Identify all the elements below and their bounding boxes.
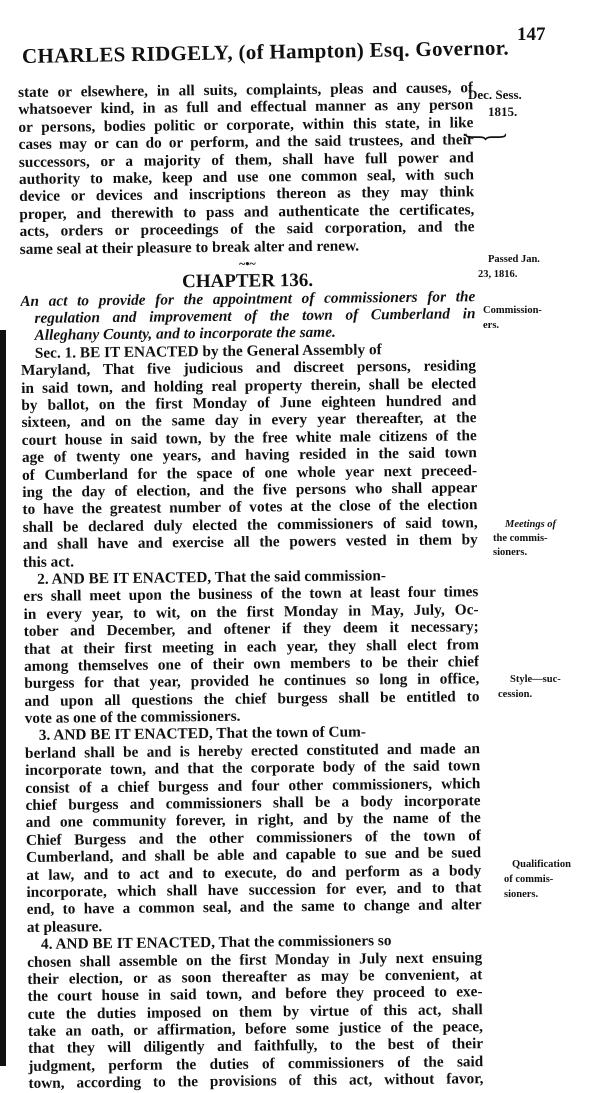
text-line: state or elsewhere, in all suits, complaints, pleas and causes, of [18,79,474,101]
note-line: ers. [483,320,500,331]
text-line: among themselves one of their own members to be their chief [24,653,480,675]
note-line: Commission- [483,305,542,316]
margin-note-session [468,86,522,120]
text-line: shall be declared duly elected the commissioners of said town, [22,513,478,536]
note-line: cession. [498,689,533,700]
running-head: CHARLES RIDGELY, (of Hampton) Esq. Governor. [21,35,510,68]
note-line: of commis- [504,874,554,885]
margin-note-qualification [504,857,571,902]
note-line: Meetings of [505,519,557,530]
text-line: Cumberland, and shall be able and capable to sue and be sued [26,844,482,867]
text-line: this act. [22,552,75,571]
text-line: device or devices and inscriptions thereon as they may think [19,183,475,206]
note-line: sioners. [504,889,539,900]
note-line: sioners. [493,547,528,558]
note-line: 1815. [488,104,518,119]
text-line: successors, or a majority of them, shall have full power and [18,148,474,171]
chapter-heading: CHAPTER 136. [182,270,314,293]
text-line: berland shall be and is hereby erected constituted and made an [24,740,481,762]
text-line: tober and December, and oftener if they deem it necessary; [23,618,479,641]
text-line: that at their first meeting in each year, they shall elect from [23,635,479,658]
text-line: vote as one of the commissioners. [24,707,241,728]
text-line: cases may or can do or perform, and the said trustees, and their [18,131,474,154]
text-line: and one community forever, in right, and by the name of the [25,809,481,832]
text-line: in said town, and holding real property therein, shall be elected [21,374,477,397]
page-number: 147 [517,24,546,45]
text-line: Chief Burgess and the other commissioners of the town of [25,826,481,849]
text-line: 4. AND BE IT ENACTED, That the commissioners so [40,932,392,953]
text-line: judgment, perform the duties of commissioners of the said [28,1053,484,1075]
margin-note-commissioners [483,303,542,333]
text-line: whatsoever kind, in as full and effectual manner as any person [18,96,474,119]
text-line: 3. AND BE IT ENACTED, That the town of Cum- [38,723,366,745]
text-line: of Cumberland for the space of one whole year next preceed- [22,461,478,484]
text-line: acts, orders or proceedings of the said corporation, and the [19,218,475,241]
note-line: Style—suc- [510,674,561,685]
text-line: and shall have and exercise all the powers vested in them by [22,531,478,554]
text-line: sixteen, and on the same day in every year thereafter, at the [21,409,477,432]
body-text [18,79,484,1092]
note-line: the commis- [493,533,548,544]
text-line: the court house in said town, and before they proceed to exe- [27,983,483,1006]
text-line: end, to have a common seal, and the same to change and alter [26,896,482,919]
text-line: chosen shall assemble on the first Monday in July next ensuing [27,948,483,971]
text-line: burgess for that year, provided he continues so long in office, [24,670,480,693]
text-line: town, according to the provisions of this act, without favor, [28,1070,484,1093]
text-line: by ballot, on the first Monday of June eighteen hundred and [21,392,477,415]
margin-note-meetings [493,518,557,560]
text-line: regulation and improvement of the town of Cumberland in [34,305,476,327]
text-line: to have the greatest number of votes at the close of the election [22,496,478,519]
text-line: 2. AND BE IT ENACTED, That the said commission- [37,567,387,588]
note-line: Dec. Sess. [468,87,522,102]
text-line: age of twenty one years, and having resided in the said town [21,444,477,467]
text-line: that they will diligently and faithfully, to the best of their [28,1035,484,1058]
text-line: or persons, bodies politic or corporate, within this state, in like [18,114,474,136]
text-line: incorporate, which shall have succession for ever, and to that [26,879,482,901]
text-line: court house in said town, by the free white male citizens of the [21,427,477,449]
text-line: and upon all questions the chief burgess shall be entitled to [24,687,480,710]
text-line: their election, or as soon thereafter as may be convenient, at [27,966,483,988]
text-line: proper, and therewith to pass and authenticate the certificates, [19,200,475,223]
scan-edge [0,330,6,1066]
margin-note-passed [478,252,540,282]
note-line: Qualification [512,859,571,870]
text-line: Alleghany County, and to incorporate the same. [34,324,336,345]
text-line: cute the duties imposed on them by virtue of this act, shall [27,1000,483,1023]
ornament: ~•~ [238,256,256,271]
text-line: chief burgess and commissioners shall be a body incorporate [25,792,481,814]
note-line: 23, 1816. [478,269,518,280]
text-line: in every year, to wit, on the first Monday in May, July, Oc- [23,600,479,623]
text-line: same seal at their pleasure to break alter and renew. [19,236,360,258]
text-line: at pleasure. [26,917,103,936]
text-line: Sec. 1. BE IT ENACTED by the General Assembly of [34,341,382,362]
brace-ornament: } [460,131,516,143]
text-line: An act to provide for the appointment of commissioners for the [20,287,476,310]
text-line: authority to make, keep and use one common seal, with such [18,166,475,188]
text-line: ers shall meet upon the business of the town at least four times [23,583,479,606]
text-line: consist of a chief burgess and four other commissioners, which [25,774,481,797]
text-line: take an oath, or affirmation, before some justice of the peace, [27,1018,483,1041]
text-line: incorporate town, and that the corporate body of the said town [25,757,481,780]
note-line: Passed Jan. [488,254,540,265]
text-line: at law, and to act and to execute, do and perform as a body [26,861,482,884]
text-line: Maryland, That five judicious and discreet persons, residing [20,357,477,380]
text-line: ing the day of election, and the five persons who shall appear [22,479,478,501]
margin-note-style [498,672,561,702]
